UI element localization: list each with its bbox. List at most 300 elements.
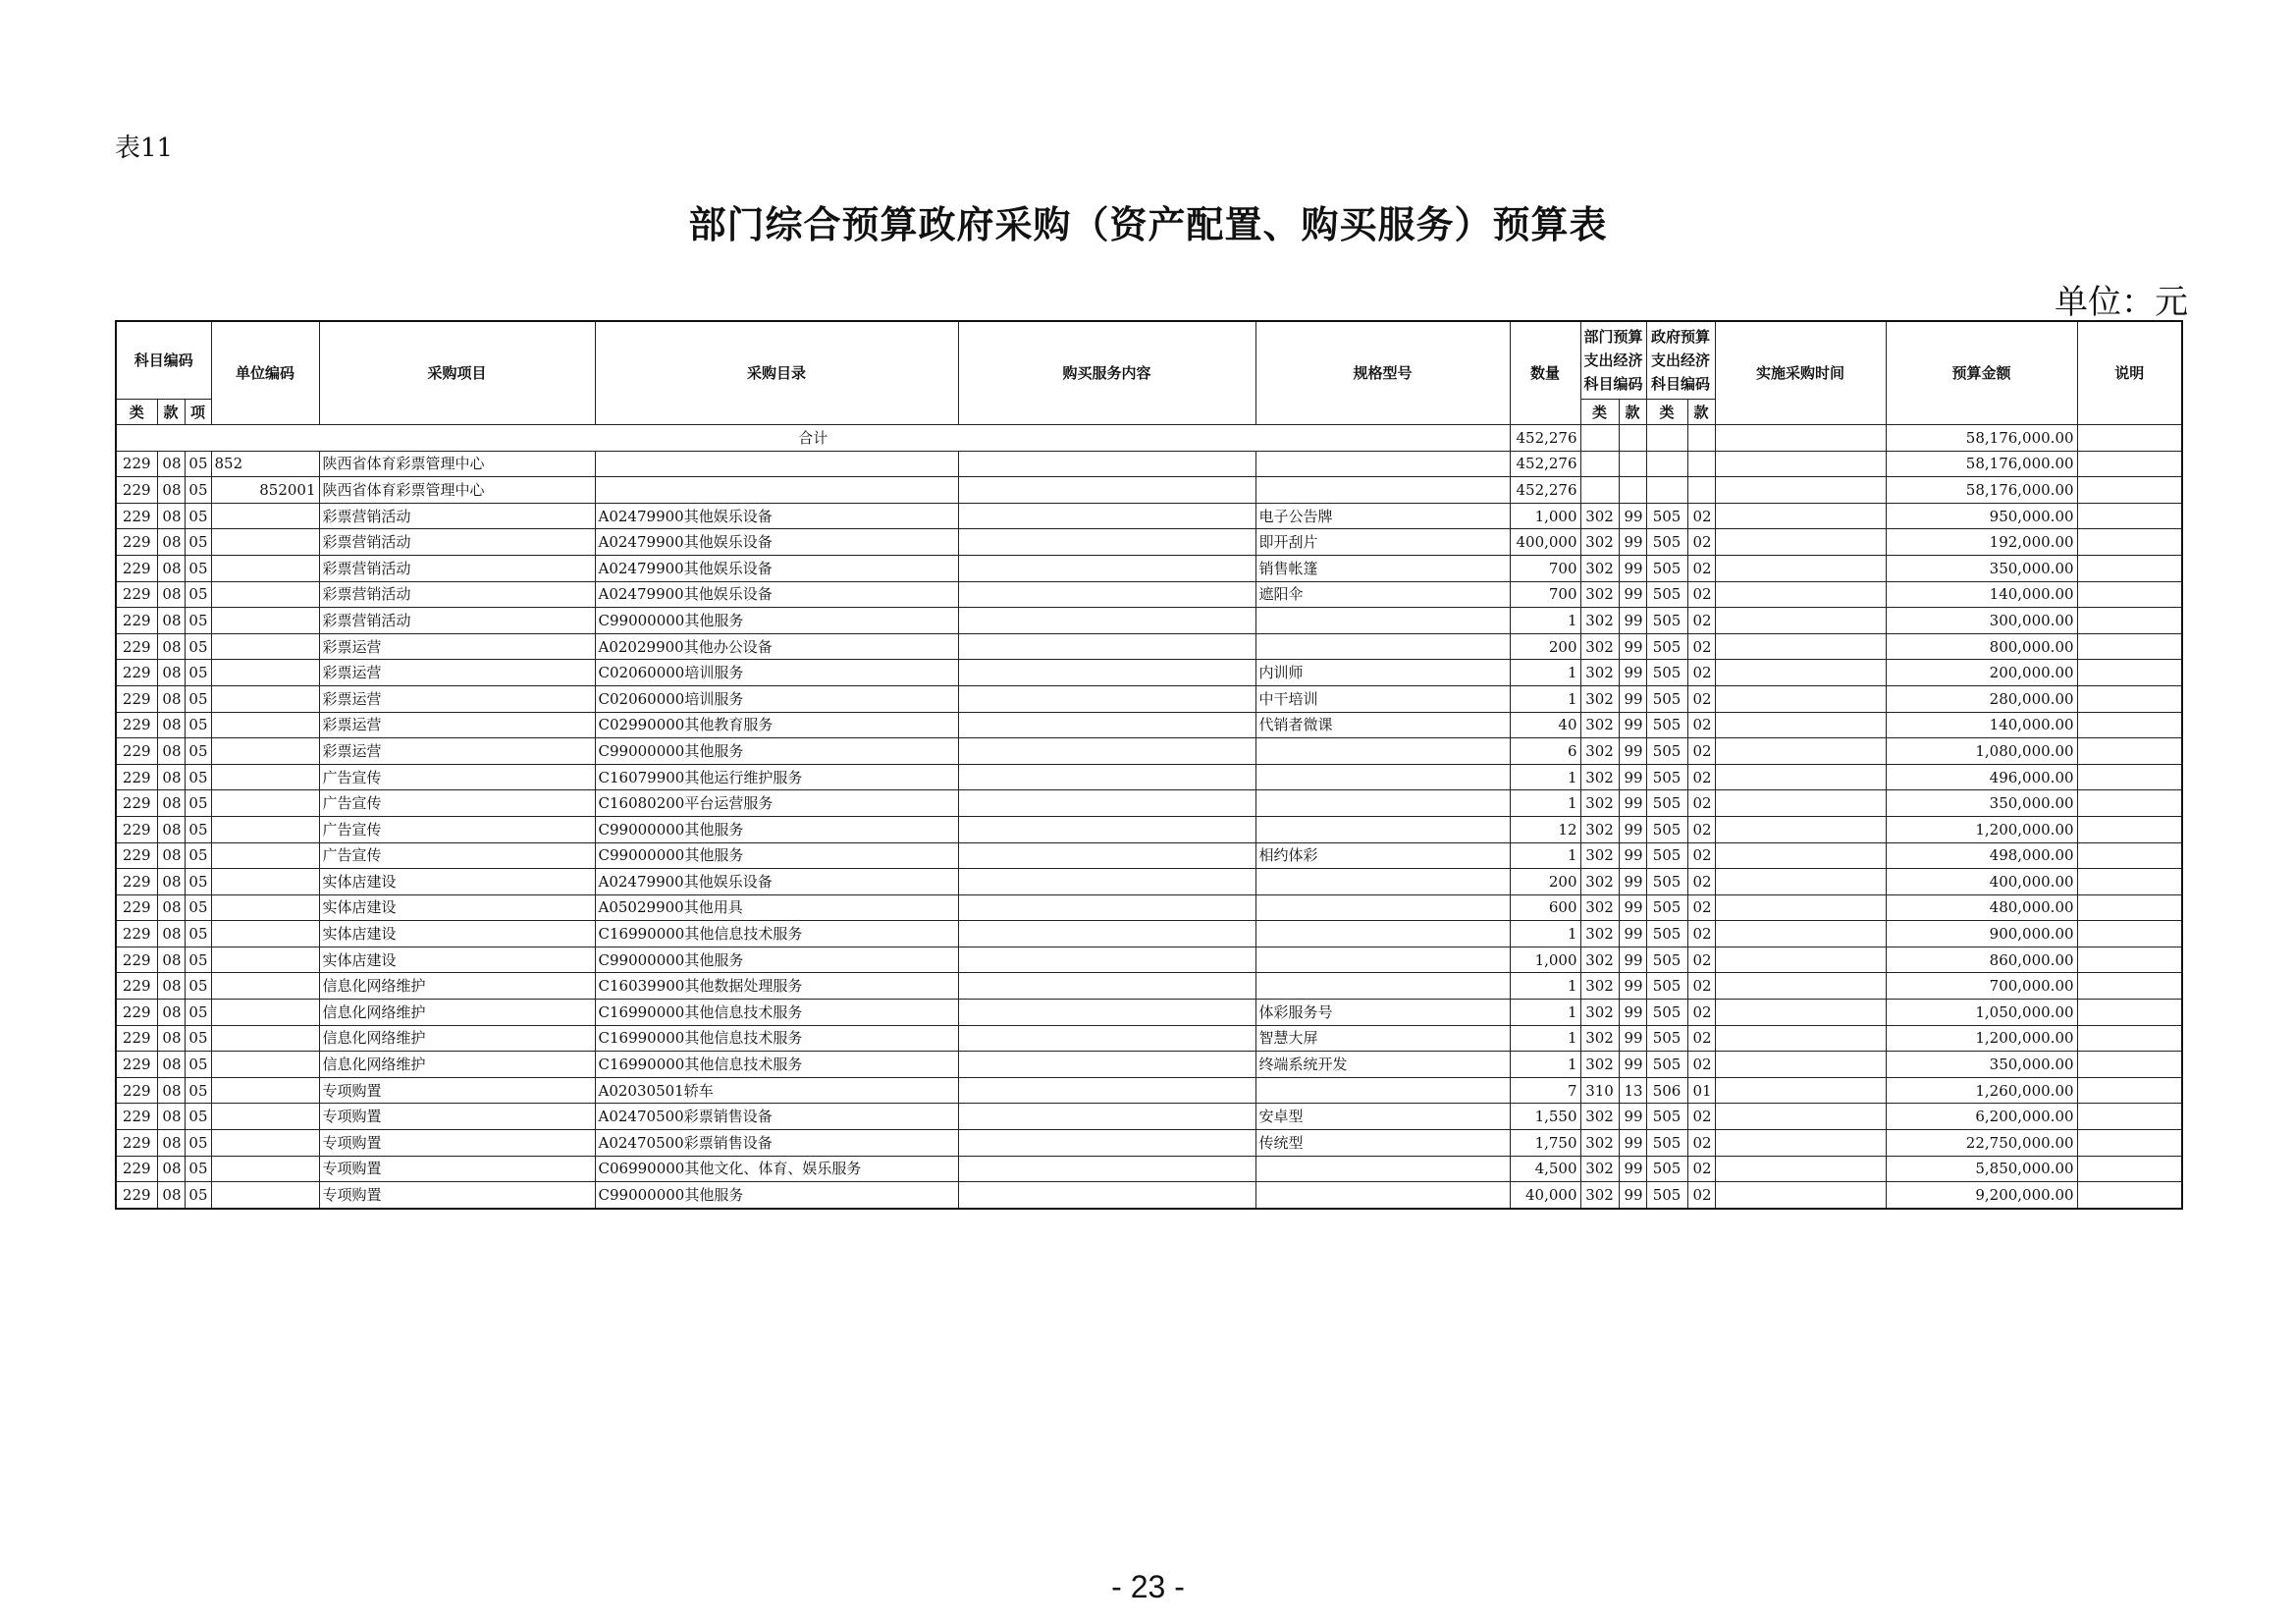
cell-note — [2077, 869, 2182, 895]
cell-service — [958, 660, 1255, 686]
cell-service — [958, 1104, 1255, 1130]
cell-subject-lei: 229 — [116, 1000, 157, 1026]
cell-qty: 1 — [1510, 608, 1580, 634]
cell-catalog: A02030501轿车 — [595, 1077, 958, 1104]
cell-gov-kuan: 02 — [1687, 555, 1715, 581]
cell-gov-lei: 505 — [1646, 764, 1687, 790]
cell-service — [958, 529, 1255, 556]
cell-dept-kuan: 99 — [1619, 1156, 1646, 1182]
table-body — [116, 425, 2182, 1209]
cell-time — [1715, 1156, 1886, 1182]
cell-dept-kuan: 99 — [1619, 529, 1646, 556]
cell-subject-xiang: 05 — [185, 921, 211, 947]
cell-unit-code — [211, 764, 319, 790]
cell-subject-lei: 229 — [116, 581, 157, 608]
cell-project: 彩票运营 — [319, 633, 595, 660]
cell-spec — [1255, 608, 1510, 634]
cell-dept-kuan: 99 — [1619, 764, 1646, 790]
cell-gov-lei: 505 — [1646, 1130, 1687, 1157]
cell-gov-lei: 505 — [1646, 581, 1687, 608]
table-row — [116, 947, 2182, 973]
cell-amount: 300,000.00 — [1886, 608, 2077, 634]
cell-qty: 12 — [1510, 816, 1580, 842]
cell-gov-kuan: 02 — [1687, 1182, 1715, 1209]
header-amount: 预算金额 — [1886, 321, 2077, 425]
cell-dept-lei: 302 — [1580, 947, 1619, 973]
cell-project: 广告宣传 — [319, 842, 595, 869]
cell-unit-code — [211, 1104, 319, 1130]
cell-subject-xiang: 05 — [185, 973, 211, 1000]
cell-gov-lei: 505 — [1646, 660, 1687, 686]
cell-gov-lei: 505 — [1646, 842, 1687, 869]
cell-time — [1715, 1052, 1886, 1078]
cell-subject-kuan: 08 — [157, 869, 185, 895]
cell-project: 彩票营销活动 — [319, 529, 595, 556]
cell-note — [2077, 738, 2182, 765]
cell-subject-xiang: 05 — [185, 581, 211, 608]
cell-qty: 1 — [1510, 973, 1580, 1000]
cell-gov-kuan: 02 — [1687, 1025, 1715, 1052]
cell-gov-kuan: 02 — [1687, 1104, 1715, 1130]
cell-subject-xiang: 05 — [185, 1182, 211, 1209]
cell-service — [958, 1156, 1255, 1182]
cell-subject-kuan: 08 — [157, 685, 185, 712]
cell-project: 彩票营销活动 — [319, 555, 595, 581]
cell-gov-lei: 505 — [1646, 503, 1687, 529]
cell-subject-xiang: 05 — [185, 685, 211, 712]
cell-gov-lei: 505 — [1646, 712, 1687, 738]
cell-project: 广告宣传 — [319, 790, 595, 817]
cell-subject-kuan: 08 — [157, 1077, 185, 1104]
cell-note — [2077, 1182, 2182, 1209]
cell-catalog: C16080200平台运营服务 — [595, 790, 958, 817]
cell-gov-lei: 505 — [1646, 816, 1687, 842]
cell-gov-kuan: 02 — [1687, 921, 1715, 947]
cell-subject-xiang: 05 — [185, 1130, 211, 1157]
table-row — [116, 503, 2182, 529]
cell-dept-lei: 302 — [1580, 1025, 1619, 1052]
cell-amount: 5,850,000.00 — [1886, 1156, 2077, 1182]
cell-gov-lei: 505 — [1646, 633, 1687, 660]
cell-spec — [1255, 633, 1510, 660]
cell-note — [2077, 633, 2182, 660]
cell-catalog: C02990000其他教育服务 — [595, 712, 958, 738]
cell-subject-lei: 229 — [116, 842, 157, 869]
cell-gov-kuan: 02 — [1687, 685, 1715, 712]
table-row — [116, 608, 2182, 634]
cell-amount: 1,200,000.00 — [1886, 1025, 2077, 1052]
total-amount: 58,176,000.00 — [1886, 425, 2077, 452]
cell-catalog: C16990000其他信息技术服务 — [595, 1000, 958, 1026]
cell-spec — [1255, 816, 1510, 842]
cell-gov-kuan: 02 — [1687, 947, 1715, 973]
cell — [1715, 425, 1886, 452]
cell-dept-lei: 302 — [1580, 816, 1619, 842]
header-gov-lei: 类 — [1646, 400, 1687, 425]
cell-note — [2077, 816, 2182, 842]
cell-subject-lei: 229 — [116, 1052, 157, 1078]
cell-catalog: C99000000其他服务 — [595, 1182, 958, 1209]
cell-subject-lei: 229 — [116, 1130, 157, 1157]
cell-qty: 1,750 — [1510, 1130, 1580, 1157]
cell-subject-kuan: 08 — [157, 790, 185, 817]
cell-gov-kuan: 02 — [1687, 738, 1715, 765]
cell-subject-lei: 229 — [116, 712, 157, 738]
cell-gov-lei: 505 — [1646, 1156, 1687, 1182]
cell-note — [2077, 764, 2182, 790]
cell-dept-lei: 302 — [1580, 581, 1619, 608]
table-label: 表11 — [115, 134, 174, 163]
cell-service — [958, 973, 1255, 1000]
cell-gov-lei: 505 — [1646, 555, 1687, 581]
cell-catalog: C06990000其他文化、体育、娱乐服务 — [595, 1156, 958, 1182]
header-gov-econ: 政府预算支出经济科目编码 — [1646, 321, 1715, 400]
cell-note — [2077, 608, 2182, 634]
cell-note — [2077, 685, 2182, 712]
cell-unit-code — [211, 1025, 319, 1052]
cell-dept-lei: 302 — [1580, 790, 1619, 817]
cell-qty: 200 — [1510, 633, 1580, 660]
cell-subject-lei: 229 — [116, 947, 157, 973]
cell-amount: 6,200,000.00 — [1886, 1104, 2077, 1130]
cell-time — [1715, 738, 1886, 765]
header-subject-code: 科目编码 — [116, 321, 211, 400]
cell-time — [1715, 581, 1886, 608]
cell-gov-kuan: 02 — [1687, 608, 1715, 634]
cell-unit-code — [211, 790, 319, 817]
cell-spec: 相约体彩 — [1255, 842, 1510, 869]
cell-qty: 700 — [1510, 581, 1580, 608]
cell-subject-kuan: 08 — [157, 1052, 185, 1078]
cell-catalog: C16039900其他数据处理服务 — [595, 973, 958, 1000]
cell-project: 彩票营销活动 — [319, 581, 595, 608]
cell-subject-kuan: 08 — [157, 921, 185, 947]
cell-gov-lei: 505 — [1646, 1052, 1687, 1078]
cell-note — [2077, 1130, 2182, 1157]
cell-qty: 1 — [1510, 685, 1580, 712]
cell-subject-kuan: 08 — [157, 1025, 185, 1052]
cell-service — [958, 451, 1255, 477]
cell-subject-kuan: 08 — [157, 842, 185, 869]
cell-dept-lei: 302 — [1580, 894, 1619, 921]
cell-unit-code — [211, 555, 319, 581]
table-row — [116, 790, 2182, 817]
cell-dept-lei: 302 — [1580, 685, 1619, 712]
cell-service — [958, 869, 1255, 895]
cell-dept-kuan: 99 — [1619, 1130, 1646, 1157]
cell-project: 实体店建设 — [319, 921, 595, 947]
cell-catalog: A02470500彩票销售设备 — [595, 1104, 958, 1130]
cell-project: 专项购置 — [319, 1182, 595, 1209]
cell-qty: 4,500 — [1510, 1156, 1580, 1182]
cell-dept-lei: 310 — [1580, 1077, 1619, 1104]
cell-amount: 280,000.00 — [1886, 685, 2077, 712]
cell-subject-kuan: 08 — [157, 1104, 185, 1130]
cell-amount: 1,050,000.00 — [1886, 1000, 2077, 1026]
cell-qty: 1 — [1510, 921, 1580, 947]
cell-dept-lei: 302 — [1580, 842, 1619, 869]
cell-time — [1715, 894, 1886, 921]
header-dept-econ: 部门预算支出经济科目编码 — [1580, 321, 1646, 400]
cell-dept-kuan: 99 — [1619, 712, 1646, 738]
table-row — [116, 1104, 2182, 1130]
cell-dept-lei: 302 — [1580, 1130, 1619, 1157]
cell-subject-xiang: 05 — [185, 555, 211, 581]
header-unit-code: 单位编码 — [211, 321, 319, 425]
cell-dept-kuan: 99 — [1619, 973, 1646, 1000]
cell-qty: 1 — [1510, 764, 1580, 790]
cell-spec — [1255, 894, 1510, 921]
cell-project: 广告宣传 — [319, 764, 595, 790]
cell-dept-lei: 302 — [1580, 503, 1619, 529]
cell-catalog: C16990000其他信息技术服务 — [595, 1025, 958, 1052]
cell-subject-xiang: 05 — [185, 764, 211, 790]
cell-project: 彩票运营 — [319, 660, 595, 686]
cell-subject-lei: 229 — [116, 1025, 157, 1052]
cell-unit-code — [211, 921, 319, 947]
cell-time — [1715, 842, 1886, 869]
cell-service — [958, 764, 1255, 790]
table-header — [116, 321, 2182, 425]
table-row — [116, 1052, 2182, 1078]
table-row — [116, 1130, 2182, 1157]
cell-dept-kuan: 99 — [1619, 790, 1646, 817]
cell-catalog: C16079900其他运行维护服务 — [595, 764, 958, 790]
cell-qty: 7 — [1510, 1077, 1580, 1104]
cell-project: 彩票运营 — [319, 712, 595, 738]
cell-spec: 遮阳伞 — [1255, 581, 1510, 608]
cell-qty: 40 — [1510, 712, 1580, 738]
cell-subject-kuan: 08 — [157, 738, 185, 765]
cell-note — [2077, 503, 2182, 529]
cell-gov-lei: 505 — [1646, 869, 1687, 895]
cell-qty: 6 — [1510, 738, 1580, 765]
cell-gov-lei — [1646, 451, 1687, 477]
cell-qty: 452,276 — [1510, 451, 1580, 477]
cell-unit-code — [211, 633, 319, 660]
cell-service — [958, 1025, 1255, 1052]
cell-catalog — [595, 477, 958, 504]
cell-service — [958, 790, 1255, 817]
cell-unit-code: 852 — [211, 451, 319, 477]
table-row — [116, 451, 2182, 477]
cell-gov-lei: 505 — [1646, 894, 1687, 921]
cell-qty: 1 — [1510, 1000, 1580, 1026]
cell-spec — [1255, 764, 1510, 790]
cell-gov-lei: 505 — [1646, 685, 1687, 712]
cell-subject-kuan: 08 — [157, 1000, 185, 1026]
cell-qty: 200 — [1510, 869, 1580, 895]
cell-qty: 452,276 — [1510, 477, 1580, 504]
cell-project: 实体店建设 — [319, 869, 595, 895]
cell-dept-lei: 302 — [1580, 608, 1619, 634]
cell-catalog: A05029900其他用具 — [595, 894, 958, 921]
cell-catalog: A02479900其他娱乐设备 — [595, 529, 958, 556]
header-project: 采购项目 — [319, 321, 595, 425]
cell-gov-kuan: 02 — [1687, 1000, 1715, 1026]
cell-dept-kuan: 99 — [1619, 947, 1646, 973]
cell-amount: 900,000.00 — [1886, 921, 2077, 947]
cell-gov-kuan: 02 — [1687, 764, 1715, 790]
cell-time — [1715, 1000, 1886, 1026]
cell-gov-kuan: 02 — [1687, 894, 1715, 921]
cell-unit-code: 852001 — [211, 477, 319, 504]
cell-catalog: C02060000培训服务 — [595, 660, 958, 686]
cell-time — [1715, 608, 1886, 634]
cell-note — [2077, 973, 2182, 1000]
cell-spec: 传统型 — [1255, 1130, 1510, 1157]
cell-unit-code — [211, 1000, 319, 1026]
cell-catalog: C99000000其他服务 — [595, 738, 958, 765]
cell-spec: 安卓型 — [1255, 1104, 1510, 1130]
cell-spec — [1255, 1156, 1510, 1182]
cell — [1687, 425, 1715, 452]
cell-subject-lei: 229 — [116, 921, 157, 947]
cell-catalog: A02470500彩票销售设备 — [595, 1130, 958, 1157]
cell-subject-xiang: 05 — [185, 633, 211, 660]
cell-note — [2077, 660, 2182, 686]
cell-spec: 销售帐篷 — [1255, 555, 1510, 581]
cell-time — [1715, 869, 1886, 895]
cell-unit-code — [211, 869, 319, 895]
table-row — [116, 921, 2182, 947]
cell-amount: 200,000.00 — [1886, 660, 2077, 686]
cell-subject-xiang: 05 — [185, 894, 211, 921]
cell-time — [1715, 973, 1886, 1000]
cell-project: 专项购置 — [319, 1156, 595, 1182]
cell-service — [958, 633, 1255, 660]
cell-amount: 192,000.00 — [1886, 529, 2077, 556]
cell-subject-lei: 229 — [116, 1182, 157, 1209]
cell — [1580, 425, 1619, 452]
cell-dept-kuan: 99 — [1619, 816, 1646, 842]
cell-note — [2077, 1077, 2182, 1104]
cell-subject-xiang: 05 — [185, 869, 211, 895]
cell-amount: 350,000.00 — [1886, 790, 2077, 817]
cell-amount: 700,000.00 — [1886, 973, 2077, 1000]
cell-gov-kuan — [1687, 477, 1715, 504]
cell-gov-lei: 505 — [1646, 529, 1687, 556]
cell-subject-xiang: 05 — [185, 816, 211, 842]
cell-spec — [1255, 1077, 1510, 1104]
cell-qty: 1 — [1510, 660, 1580, 686]
page-number: - 23 - — [1111, 1569, 1185, 1604]
cell-time — [1715, 503, 1886, 529]
cell-qty: 1 — [1510, 1052, 1580, 1078]
cell-dept-kuan: 99 — [1619, 633, 1646, 660]
table-row — [116, 764, 2182, 790]
header-spec: 规格型号 — [1255, 321, 1510, 425]
cell-unit-code — [211, 1156, 319, 1182]
cell-gov-lei: 505 — [1646, 790, 1687, 817]
cell-qty: 700 — [1510, 555, 1580, 581]
cell-subject-kuan: 08 — [157, 1156, 185, 1182]
cell-catalog: C16990000其他信息技术服务 — [595, 921, 958, 947]
cell-unit-code — [211, 816, 319, 842]
cell-dept-lei — [1580, 451, 1619, 477]
header-lei: 类 — [116, 400, 157, 425]
cell-gov-lei: 505 — [1646, 1182, 1687, 1209]
page-title: 部门综合预算政府采购（资产配置、购买服务）预算表 — [688, 203, 1608, 246]
cell-time — [1715, 764, 1886, 790]
cell-project: 信息化网络维护 — [319, 1052, 595, 1078]
cell-catalog: C99000000其他服务 — [595, 608, 958, 634]
cell-catalog: C99000000其他服务 — [595, 816, 958, 842]
cell-time — [1715, 685, 1886, 712]
cell-amount: 9,200,000.00 — [1886, 1182, 2077, 1209]
table-row — [116, 738, 2182, 765]
cell-catalog: A02479900其他娱乐设备 — [595, 555, 958, 581]
cell-amount: 1,200,000.00 — [1886, 816, 2077, 842]
cell-spec — [1255, 738, 1510, 765]
cell-dept-kuan: 99 — [1619, 869, 1646, 895]
cell-project: 专项购置 — [319, 1130, 595, 1157]
cell-subject-xiang: 05 — [185, 790, 211, 817]
cell-subject-lei: 229 — [116, 477, 157, 504]
cell-catalog — [595, 451, 958, 477]
cell-dept-kuan: 99 — [1619, 1104, 1646, 1130]
cell-note — [2077, 529, 2182, 556]
cell-amount: 350,000.00 — [1886, 555, 2077, 581]
cell-note — [2077, 555, 2182, 581]
cell-dept-kuan: 99 — [1619, 894, 1646, 921]
cell-service — [958, 816, 1255, 842]
cell-gov-lei: 505 — [1646, 738, 1687, 765]
table-row — [116, 529, 2182, 556]
cell-subject-xiang: 05 — [185, 608, 211, 634]
cell-project: 彩票运营 — [319, 738, 595, 765]
cell-subject-kuan: 08 — [157, 947, 185, 973]
cell-amount: 498,000.00 — [1886, 842, 2077, 869]
cell-unit-code — [211, 894, 319, 921]
cell-note — [2077, 712, 2182, 738]
cell-subject-lei: 229 — [116, 869, 157, 895]
cell-subject-kuan: 08 — [157, 503, 185, 529]
cell-subject-lei: 229 — [116, 555, 157, 581]
cell-amount: 950,000.00 — [1886, 503, 2077, 529]
cell-subject-xiang: 05 — [185, 477, 211, 504]
table-row — [116, 1077, 2182, 1104]
header-catalog: 采购目录 — [595, 321, 958, 425]
cell-time — [1715, 947, 1886, 973]
cell-gov-lei — [1646, 477, 1687, 504]
cell-subject-lei: 229 — [116, 503, 157, 529]
cell-service — [958, 1052, 1255, 1078]
cell-time — [1715, 1025, 1886, 1052]
cell-subject-lei: 229 — [116, 764, 157, 790]
cell-subject-kuan: 08 — [157, 1130, 185, 1157]
cell-project: 陕西省体育彩票管理中心 — [319, 451, 595, 477]
cell-subject-kuan: 08 — [157, 660, 185, 686]
cell-spec: 电子公告牌 — [1255, 503, 1510, 529]
cell-dept-lei: 302 — [1580, 764, 1619, 790]
cell-time — [1715, 660, 1886, 686]
cell-qty: 1 — [1510, 1025, 1580, 1052]
cell-dept-lei: 302 — [1580, 660, 1619, 686]
cell-service — [958, 947, 1255, 973]
cell-dept-lei: 302 — [1580, 1052, 1619, 1078]
cell-project: 彩票运营 — [319, 685, 595, 712]
cell-project: 专项购置 — [319, 1077, 595, 1104]
cell-dept-lei: 302 — [1580, 869, 1619, 895]
cell-dept-kuan: 99 — [1619, 1182, 1646, 1209]
table-row — [116, 1025, 2182, 1052]
cell-subject-lei: 229 — [116, 685, 157, 712]
cell-service — [958, 1077, 1255, 1104]
cell-spec — [1255, 947, 1510, 973]
cell-gov-lei: 505 — [1646, 973, 1687, 1000]
cell-dept-kuan — [1619, 477, 1646, 504]
